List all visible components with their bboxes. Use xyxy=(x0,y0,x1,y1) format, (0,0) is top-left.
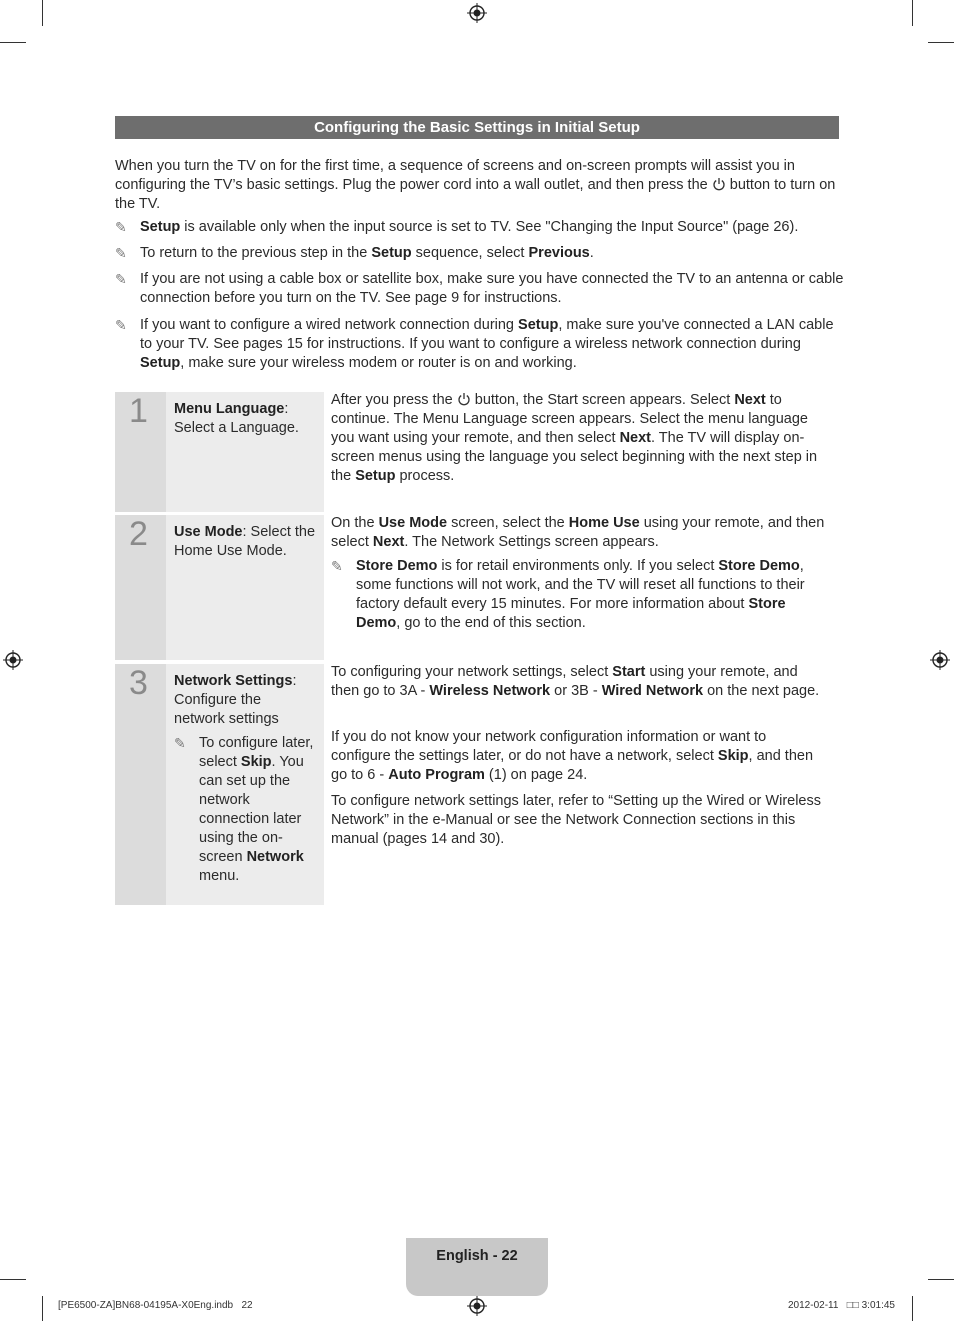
step-desc-text: or 3B - xyxy=(550,683,602,699)
step-desc-bold: Setup xyxy=(355,468,396,484)
step-title-note-text: . You can set up the network connection later using the on-screen xyxy=(199,754,304,865)
crop-mark xyxy=(0,42,26,43)
note-text: , make sure your wireless modem or router is on and working. xyxy=(180,355,577,371)
section-title: Configuring the Basic Settings in Initial Setup xyxy=(115,116,839,139)
step-title xyxy=(174,523,320,561)
step-desc-bold: Home Use xyxy=(568,515,640,531)
power-icon xyxy=(457,392,471,406)
step-desc-bold: Auto Program xyxy=(388,767,485,783)
crop-mark xyxy=(0,1279,26,1280)
registration-mark-icon xyxy=(467,3,487,23)
step-note-text: , go to the end of this section. xyxy=(396,615,586,631)
note-text: If you want to configure a wired network connection during xyxy=(140,317,519,333)
step-title-note-body xyxy=(199,734,320,886)
print-timestamp: 2012-02-11 □□ 3:01:45 xyxy=(788,1300,895,1311)
step-desc-text: using your remote, and then go to 3A - xyxy=(331,664,798,699)
power-icon xyxy=(712,177,726,191)
step-desc-text: process. xyxy=(395,468,455,484)
step-title-note-text: menu. xyxy=(199,868,240,884)
pencil-note-icon: ✎ xyxy=(115,271,127,287)
note-item xyxy=(115,244,841,264)
note-text: is available only when the input source is set to TV. See "Changing the Input Source" (page 26). xyxy=(180,219,799,235)
step-title-bold: Menu Language xyxy=(174,401,285,417)
step-desc-text: screen, select the xyxy=(447,515,569,531)
step-number: 3 xyxy=(129,664,148,702)
step-number-cell xyxy=(115,664,166,905)
step-description xyxy=(331,728,826,785)
pencil-note-icon: ✎ xyxy=(115,219,127,235)
step-title-bold: Use Mode xyxy=(174,524,243,540)
note-text: If you are not using a cable box or satellite box, make sure you have connected the TV to an antenna or cable connection before you turn on the TV. See page 9 for instructions. xyxy=(140,271,844,306)
note-bold: Setup xyxy=(140,355,181,371)
intro-text-a: When you turn the TV on for the first time, a sequence of screens and on-screen prompts will assist you in configuring the TV’s basic settings. Plug the power cord into a wall outlet, and then press the xyxy=(115,158,795,193)
step-desc-bold: Use Mode xyxy=(378,515,448,531)
step-desc-bold: Next xyxy=(372,534,405,550)
note-text: . xyxy=(589,245,594,261)
step-note xyxy=(331,557,826,633)
step-desc-bold: Next xyxy=(619,430,651,446)
step-title xyxy=(174,672,302,729)
step-desc-text: button, the Start screen appears. Select xyxy=(470,392,735,408)
crop-mark xyxy=(912,0,913,26)
note-text: sequence, select xyxy=(411,245,529,261)
step-number: 1 xyxy=(129,392,148,430)
step-desc-text: . The TV will display on-screen menus using the language you select beginning with the next step in the xyxy=(331,430,818,484)
step-desc-text: to continue. The Menu Language screen appears. Select the menu language you want using your remote, and then select xyxy=(331,392,808,446)
step-description xyxy=(331,514,826,552)
crop-mark xyxy=(928,42,954,43)
pencil-note-icon: ✎ xyxy=(115,245,127,261)
step-title-note-bold: Skip xyxy=(240,754,272,770)
pencil-note-icon: ✎ xyxy=(331,558,343,574)
crop-mark xyxy=(912,1296,913,1321)
crop-mark xyxy=(42,0,43,26)
note-bold: Setup xyxy=(371,245,412,261)
step-title-rest: : Configure the network settings xyxy=(174,673,297,727)
step-desc-bold: Start xyxy=(612,664,646,680)
step-desc-bold: Wireless Network xyxy=(429,683,551,699)
step-title-cell xyxy=(166,515,324,660)
step-title-bold: Network Settings xyxy=(174,673,293,689)
note-bold: Previous xyxy=(528,245,590,261)
intro-text-b: button to turn on the TV. xyxy=(115,177,836,212)
step-desc-text: , and then go to 6 - xyxy=(331,748,814,783)
crop-mark xyxy=(42,1296,43,1321)
step-desc-text: If you do not know your network configuration information or want to configure the settings later, or do not have a network, select xyxy=(331,729,767,764)
note-bold: Setup xyxy=(518,317,559,333)
note-item xyxy=(115,316,841,371)
step-description xyxy=(331,391,826,486)
step-title-note-text: To configure later, select xyxy=(199,735,314,770)
step-desc-text: on the next page. xyxy=(703,683,820,699)
step-title-rest: : Select the Home Use Mode. xyxy=(174,524,316,559)
step-number: 2 xyxy=(129,515,148,553)
step-desc-text: using your remote, and then select xyxy=(331,515,825,550)
page-label: English - 22 xyxy=(436,1248,518,1264)
note-bold: Setup xyxy=(140,219,181,235)
step-desc-text: To configuring your network settings, select xyxy=(331,664,613,680)
step-desc-text: After you press the xyxy=(331,392,453,408)
note-text: To return to the previous step in the xyxy=(140,245,372,261)
file-slug: [PE6500-ZA]BN68-04195A-X0Eng.indb 22 xyxy=(58,1300,253,1311)
pencil-note-icon: ✎ xyxy=(115,317,127,333)
step-note-bold: Store Demo xyxy=(718,558,800,574)
step-description xyxy=(331,663,826,701)
page-number-tab xyxy=(406,1238,548,1296)
step-title-note xyxy=(174,734,320,886)
step-desc-text: . The Network Settings screen appears. xyxy=(404,534,659,550)
step-number-cell xyxy=(115,515,166,660)
registration-mark-icon xyxy=(3,650,23,670)
step-title-note-bold: Network xyxy=(246,849,304,865)
step-desc-text: (1) on page 24. xyxy=(484,767,588,783)
step-note-body xyxy=(356,557,826,633)
step-title-rest: : Select a Language. xyxy=(174,401,299,436)
pencil-note-icon: ✎ xyxy=(174,735,186,751)
step-desc-bold: Next xyxy=(734,392,766,408)
step-note-text: , some functions will not work, and the TV will reset all functions to their factory default every 15 minutes. For more information about xyxy=(356,558,805,612)
registration-mark-icon xyxy=(930,650,950,670)
step-number-cell xyxy=(115,392,166,512)
crop-mark xyxy=(928,1279,954,1280)
step-note-text: is for retail environments only. If you select xyxy=(437,558,719,574)
step-note-bold: Store Demo xyxy=(356,558,438,574)
step-description: To configure network settings later, refer to “Setting up the Wired or Wireless Network” in the e-Manual or see the Network Connection sections in this manual (pages 14 and 30). xyxy=(331,793,821,847)
step-title xyxy=(174,400,320,438)
step-note-bold: Store Demo xyxy=(356,596,786,631)
note-item xyxy=(115,218,841,238)
step-desc-text: On the xyxy=(331,515,379,531)
step-desc-bold: Wired Network xyxy=(601,683,704,699)
step-title-cell xyxy=(166,664,324,905)
registration-mark-icon xyxy=(467,1296,487,1316)
note-text: , make sure you've connected a LAN cable to your TV. See pages 15 for instructions. If you want to configure a wireless network connection during xyxy=(140,317,834,352)
note-item xyxy=(115,270,844,306)
step-title-cell xyxy=(166,392,324,512)
step-desc-bold: Skip xyxy=(717,748,749,764)
intro-paragraph xyxy=(115,157,841,214)
